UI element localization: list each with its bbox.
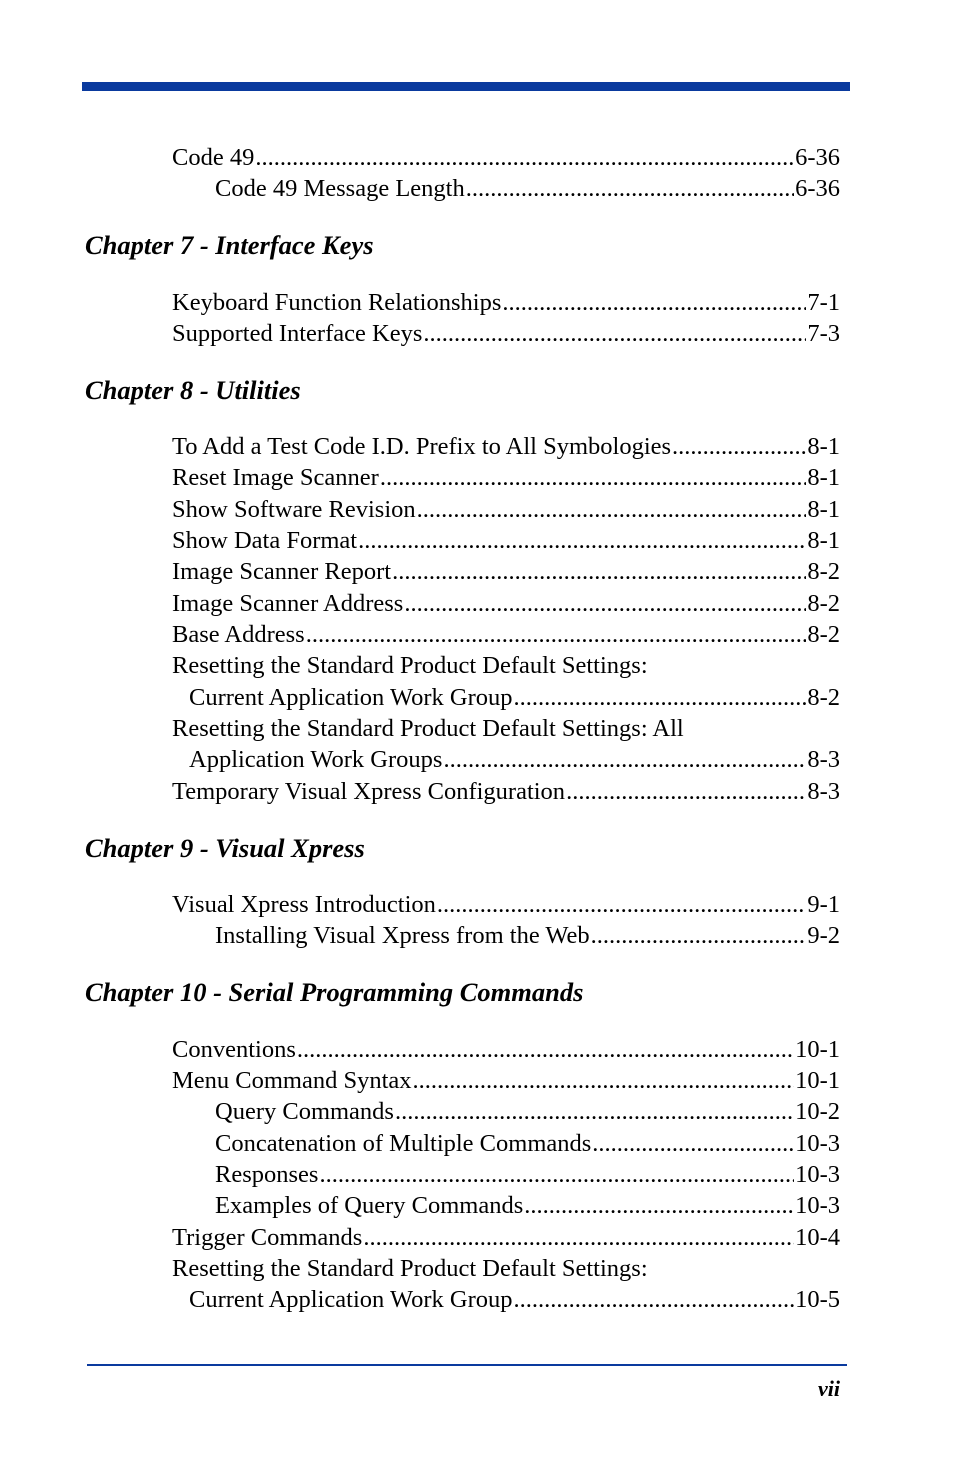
toc-entry-page: 10-2 [795,1098,840,1125]
toc-entry[interactable] [172,319,840,349]
toc-entry-continuation[interactable] [189,745,840,775]
toc-leader-dots [566,777,806,807]
toc-leader-dots [319,1160,794,1190]
toc-entry-page: 9-2 [807,922,840,949]
toc-entry-title: Keyboard Function Relationships [172,289,502,316]
header-rule [82,82,850,91]
toc-entry-page: 8-3 [807,778,840,805]
toc-leader-dots [358,526,806,556]
toc-leader-dots [443,745,806,775]
toc-leader-dots [437,890,806,920]
toc-leader-dots [413,1066,795,1096]
toc-entry-title: Examples of Query Commands [215,1192,524,1219]
toc-entry-title: Temporary Visual Xpress Configuration [172,778,566,805]
toc-entry-title: Current Application Work Group [189,1286,513,1313]
toc-leader-dots [524,1191,794,1221]
toc-entry-first-line[interactable] [172,651,840,681]
toc-entry-continuation[interactable] [189,1285,840,1315]
toc-entry-page: 8-1 [807,464,840,491]
toc-entry[interactable] [215,1097,840,1127]
toc-entry[interactable] [172,620,840,650]
toc-entry-page: 8-2 [807,558,840,585]
toc-entry-page: 8-2 [807,621,840,648]
toc-entry-title: Code 49 Message Length [215,175,465,202]
toc-entry-title: Resetting the Standard Product Default Settings: [172,652,648,679]
toc-leader-dots [417,495,807,525]
toc-entry-title: Image Scanner Report [172,558,392,585]
toc-entry-page: 10-1 [795,1067,840,1094]
toc-entry-title: Resetting the Standard Product Default Settings: All [172,715,684,742]
toc-entry-first-line[interactable] [172,1254,840,1284]
toc-entry-page: 10-4 [795,1224,840,1251]
toc-entry[interactable] [172,1223,840,1253]
toc-entry-page: 8-1 [807,527,840,554]
toc-entry-page: 8-1 [807,433,840,460]
toc-leader-dots [591,921,807,951]
toc-leader-dots [255,143,794,173]
toc-entry-title: Supported Interface Keys [172,320,423,347]
toc-leader-dots [514,683,807,713]
toc-entry[interactable] [172,432,840,462]
toc-entry-page: 6-36 [795,175,840,202]
toc-entry-page: 7-3 [807,320,840,347]
toc-entry-title: Reset Image Scanner [172,464,379,491]
toc-entry-page: 10-3 [795,1130,840,1157]
toc-leader-dots [404,589,806,619]
toc-leader-dots [306,620,807,650]
toc-entry-page: 10-5 [795,1286,840,1313]
toc-leader-dots [423,319,806,349]
toc-entry[interactable] [172,495,840,525]
toc-entry[interactable] [172,557,840,587]
toc-entry-title: Conventions [172,1036,296,1063]
toc-leader-dots [672,432,806,462]
toc-entry-page: 7-1 [807,289,840,316]
toc-entry[interactable] [172,526,840,556]
toc-entry[interactable] [215,1129,840,1159]
toc-entry-first-line[interactable] [172,714,840,744]
toc-entry[interactable] [172,890,840,920]
toc-entry-title: To Add a Test Code I.D. Prefix to All Symbologies [172,433,672,460]
toc-entry[interactable] [172,143,840,173]
toc-entry-title: Responses [215,1161,319,1188]
toc-entry-continuation[interactable] [189,683,840,713]
toc-entry-title: Menu Command Syntax [172,1067,412,1094]
toc-leader-dots [297,1035,794,1065]
toc-leader-dots [514,1285,795,1315]
toc-entry[interactable] [172,288,840,318]
toc-entry[interactable] [215,174,840,204]
toc-entry-page: 6-36 [795,144,840,171]
toc-entry-title: Show Software Revision [172,496,416,523]
toc-entry-page: 10-1 [795,1036,840,1063]
toc-leader-dots [502,288,806,318]
toc-entry-title: Concatenation of Multiple Commands [215,1130,592,1157]
toc-entry-title: Installing Visual Xpress from the Web [215,922,590,949]
toc-entry-title: Image Scanner Address [172,590,404,617]
toc-entry-title: Current Application Work Group [189,684,513,711]
toc-entry-title: Code 49 [172,144,255,171]
toc-entry-title: Show Data Format [172,527,358,554]
toc-entry-title: Query Commands [215,1098,394,1125]
toc-entry[interactable] [172,777,840,807]
toc-entry-page: 8-2 [807,684,840,711]
toc-entry[interactable] [215,1191,840,1221]
toc-entry-page: 8-1 [807,496,840,523]
toc-leader-dots [363,1223,794,1253]
toc-leader-dots [466,174,794,204]
toc-entry-page: 9-1 [807,891,840,918]
toc-entry-title: Resetting the Standard Product Default Settings: [172,1255,648,1282]
toc-entry-title: Trigger Commands [172,1224,363,1251]
footer-rule [87,1364,847,1366]
toc-entry-page: 10-3 [795,1161,840,1188]
toc-leader-dots [392,557,806,587]
chapter-heading[interactable]: Chapter 10 - Serial Programming Commands [85,977,584,1007]
toc-leader-dots [380,463,807,493]
toc-entry-page: 8-2 [807,590,840,617]
toc-leader-dots [395,1097,794,1127]
page-number: vii [818,1376,840,1401]
chapter-heading[interactable]: Chapter 9 - Visual Xpress [85,833,365,863]
toc-entry-page: 10-3 [795,1192,840,1219]
toc-entry[interactable] [172,589,840,619]
toc-entry[interactable] [215,1160,840,1190]
chapter-heading[interactable]: Chapter 8 - Utilities [85,375,301,405]
toc-entry[interactable] [172,463,840,493]
toc-entry-title: Visual Xpress Introduction [172,891,436,918]
toc-entry[interactable] [172,1066,840,1096]
toc-entry-title: Application Work Groups [189,746,443,773]
toc-entry-title: Base Address [172,621,305,648]
toc-entry[interactable] [172,1035,840,1065]
chapter-heading[interactable]: Chapter 7 - Interface Keys [85,230,374,260]
toc-leader-dots [592,1129,794,1159]
toc-entry-page: 8-3 [807,746,840,773]
toc-entry[interactable] [215,921,840,951]
